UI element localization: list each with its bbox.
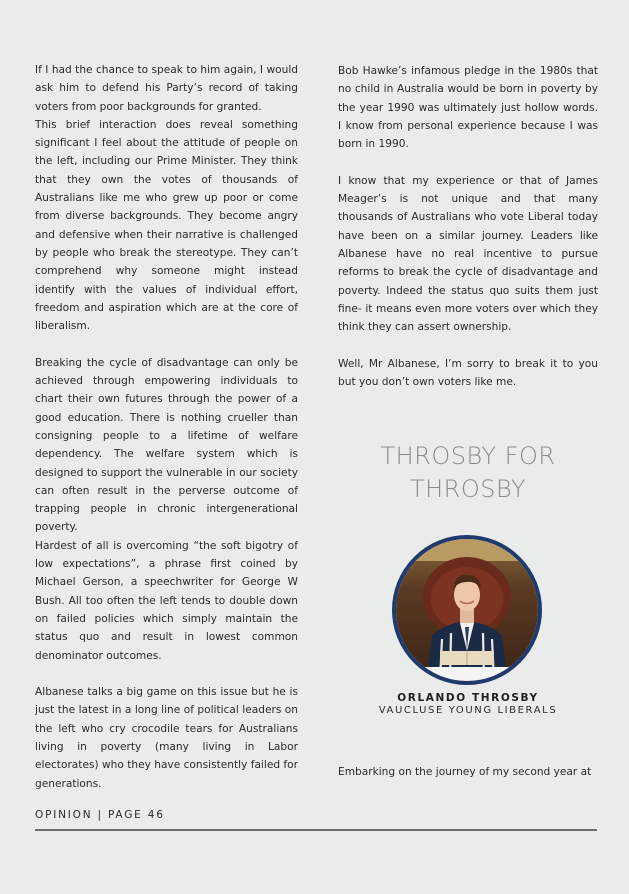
- paragraph: Bob Hawke’s infamous pledge in the 1980s that no child in Australia would be born in poverty by the year 1990 was ultimately just hollow words. I know from personal experience because I was born in 1990.: [338, 65, 598, 151]
- paragraph: Hardest of all is overcoming “the soft bigotry of low expectations”, a phrase first coined by Michael Gerson, a speechwriter for George W Bush. All too often the left tends to double down on failed policies which simply maintain the status quo and result in lowest common denominator outcomes.: [35, 539, 298, 662]
- paragraph: Embarking on the journey of my second year at: [338, 766, 592, 778]
- paragraph: This brief interaction does reveal something significant I feel about the attitude of people on the left, including our Prime Minister. They think that they own the votes of thousands of Australians like me who grew up poor or come from diverse backgrounds. They become angry and defensive when their narrative is challenged by people who break the stereotype. They can’t comprehend why someone might instead identify with the values of individual effort, freedom and aspiration which are at the core of liberalism.: [35, 118, 298, 333]
- author-title: VAUCLUSE YOUNG LIBERALS: [378, 705, 558, 716]
- author-name: ORLANDO THROSBY: [397, 692, 539, 704]
- right-column-continued: [338, 763, 598, 781]
- portrait-illustration: [396, 539, 538, 681]
- paragraph: If I had the chance to speak to him again, I would ask him to defend his Party’s record of taking voters from poor backgrounds for granted.: [35, 64, 298, 113]
- paragraph: Breaking the cycle of disadvantage can only be achieved through empowering individuals to chart their own futures through the power of a good education. There is nothing crueller than consigning people to a lifetime of welfare dependency. The welfare system which is designed to support the vulnerable in our society can often result in the perverse outcome of trapping people in chronic intergenerational poverty.: [35, 356, 298, 534]
- paragraph: I know that my experience or that of James Meager’s is not unique and that many thousands of Australians who vote Liberal today have been on a similar journey. Leaders like Albanese have no real incentive to pursue reforms to break the cycle of disadvantage and poverty. Indeed the status quo suits them just fine- it means even more voters over which they think they can assert ownership.: [338, 174, 598, 334]
- paragraph: Albanese talks a big game on this issue but he is just the latest in a long line of political leaders on the left who cry crocodile tears for Australians living in poverty (many living in Labor electorates) who they have consistently failed for generations.: [35, 686, 298, 790]
- author-portrait: [392, 535, 542, 685]
- right-column: [338, 62, 598, 391]
- footer-divider: [35, 829, 597, 831]
- feature-headline: THROSBY FOR THROSBY: [380, 442, 556, 503]
- left-column: [35, 61, 298, 793]
- paragraph: Well, Mr Albanese, I’m sorry to break it to you but you don’t own voters like me.: [338, 357, 598, 389]
- page-footer-label: OPINION | PAGE 46: [35, 809, 165, 821]
